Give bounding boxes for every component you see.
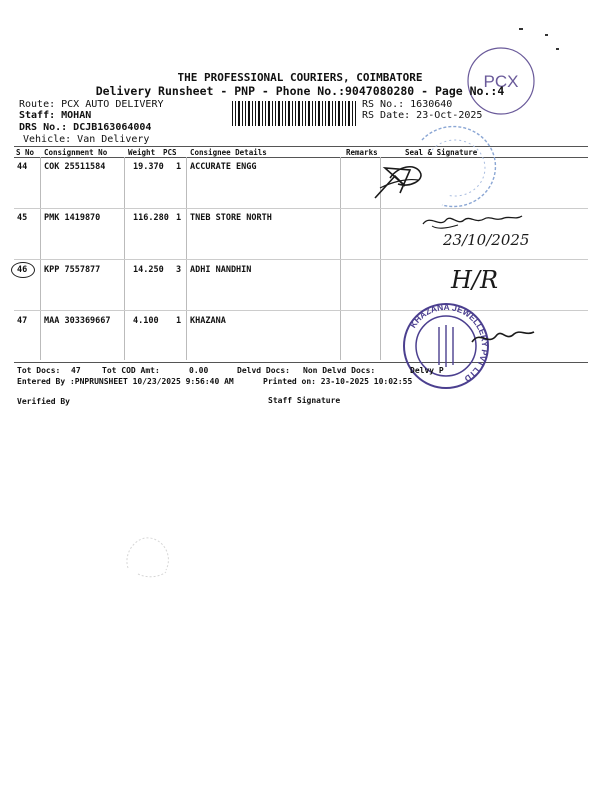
- row-45-consignment: PMK 1419870: [44, 213, 101, 223]
- runsheet-title: Delivery Runsheet - PNP - Phone No.:9047080280 - Page No.:4: [95, 84, 505, 98]
- signature-row-47: [470, 320, 538, 350]
- row-47-sno: 47: [17, 316, 28, 326]
- row-46-handwritten-mark: H/R: [451, 266, 499, 294]
- row-44-weight: 19.370: [133, 162, 164, 172]
- vehicle-text: Vehicle: Van Delivery: [23, 134, 150, 145]
- col-remarks: Remarks: [346, 148, 378, 157]
- tot-cod-value: 0.00: [189, 366, 209, 375]
- row-46-consignment: KPP 7557877: [44, 265, 101, 275]
- col-weight: Weight: [128, 148, 156, 157]
- row-45-weight: 116.280: [133, 213, 169, 223]
- col-consignee: Consignee Details: [190, 148, 267, 157]
- barcode: [232, 101, 359, 126]
- row-46-consignee: ADHI NANDHIN: [190, 265, 252, 275]
- corner-mark: [519, 28, 523, 30]
- corner-mark: [545, 34, 548, 36]
- row-47-pcs: 1: [176, 316, 182, 326]
- row-44-sno: 44: [17, 162, 28, 172]
- row-46-pcs: 3: [176, 265, 182, 275]
- row-47-consignment: MAA 303369667: [44, 316, 111, 326]
- col-sno: S No: [16, 148, 35, 157]
- staff-text: Staff: MOHAN: [19, 110, 92, 121]
- signature-row-44: [370, 158, 430, 203]
- corner-mark: [556, 48, 559, 50]
- row-45-handwritten-date: 23/10/2025: [443, 231, 530, 249]
- non-delvd-docs-label: Non Delvd Docs:: [303, 366, 376, 375]
- bleed-through-mark: [118, 528, 182, 580]
- col-consignment: Consignment No: [44, 148, 108, 157]
- row-47-weight: 4.100: [133, 316, 159, 326]
- drs-number: DRS No.: DCJB163064004: [19, 122, 152, 133]
- delvy-label: Delvy P: [410, 366, 444, 375]
- rs-number: RS No.: 1630640: [362, 99, 453, 110]
- entered-by: Entered By :PNPRUNSHEET 10/23/2025 9:56:40 AM: [17, 377, 234, 386]
- row-44-consignment: COK 25511584: [44, 162, 106, 172]
- route-text: Route: PCX AUTO DELIVERY: [19, 99, 164, 110]
- row-44-consignee: ACCURATE ENGG: [190, 162, 257, 172]
- staff-signature: Staff Signature: [268, 396, 341, 405]
- svg-text:KHAZANA JEWELLERY PVT LTD: KHAZANA JEWELLERY PVT LTD: [407, 301, 491, 385]
- row-45-consignee: TNEB STORE NORTH: [190, 213, 272, 223]
- pcx-stamp-text: PCX: [483, 72, 519, 91]
- row-44-pcs: 1: [176, 162, 182, 172]
- company-name: THE PROFESSIONAL COURIERS, COIMBATORE: [177, 71, 423, 84]
- row-46-sno: 46: [17, 265, 28, 275]
- row-46-weight: 14.250: [133, 265, 164, 275]
- tot-docs-value: 47: [71, 366, 81, 375]
- verified-by: Verified By: [17, 397, 70, 406]
- tot-docs-label: Tot Docs:: [17, 366, 61, 375]
- row-45-sno: 45: [17, 213, 28, 223]
- tot-cod-label: Tot COD Amt:: [102, 366, 160, 375]
- row-45-pcs: 1: [176, 213, 182, 223]
- row-47-consignee: KHAZANA: [190, 316, 226, 326]
- signature-row-45: [418, 210, 528, 232]
- col-pcs: PCS: [163, 148, 177, 157]
- rs-date: RS Date: 23-Oct-2025: [362, 110, 483, 121]
- col-seal-signature: Seal & Signature: [405, 148, 478, 157]
- delvd-docs-label: Delvd Docs:: [237, 366, 290, 375]
- printed-on: Printed on: 23-10-2025 10:02:55: [263, 377, 413, 386]
